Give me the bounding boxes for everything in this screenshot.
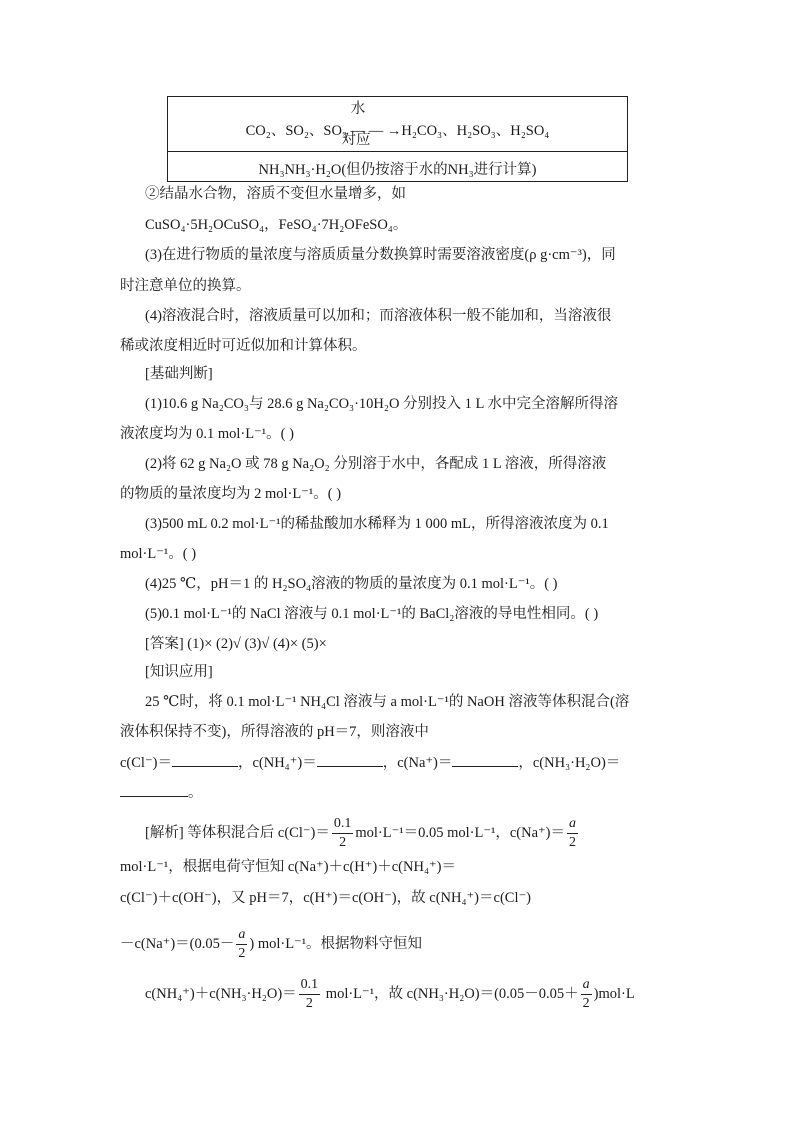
analysis-line-1: [解析] 等体积混合后 c(Cl⁻)＝ $\frac{0.1}{2}$ mol·L⁻¹＝0.05 mol·L⁻¹，c(Na⁺)＝ $\frac{a}{2}$ (145, 816, 577, 850)
table-row-gases (168, 97, 627, 152)
text-line: (4)溶液混合时，溶液质量可以加和；而溶液体积一般不能加和，当溶液很 (145, 308, 612, 324)
fill-in-line: c(Cl⁻)＝ ，c(NH₄⁺)＝ ，c(Na⁺)＝ ，c(NH₃·H₂O)＝ (120, 752, 620, 773)
fraction: $\frac{0.1}{2}$ (300, 977, 319, 1011)
fraction: $\frac{a}{2}$ (582, 977, 590, 1011)
analysis-line-4: －c(Na⁺)＝(0.05－ $\frac{a}{2}$ ) mol·L⁻¹。根据物料守恒知 (120, 927, 423, 961)
answer-blank[interactable] (317, 752, 383, 767)
question-3-cont: mol·L⁻¹。( ) (120, 546, 197, 562)
answers: [答案] (1)× (2)√ (3)√ (4)× (5)× (145, 636, 327, 652)
text-line: ②结晶水合物，溶质不变但水量增多，如 (145, 186, 406, 202)
section-heading-application: [知识应用] (145, 664, 213, 680)
conversion-table (167, 96, 628, 182)
problem-text-cont: 液体积保持不变)，所得溶液的 pH＝7，则溶液中 (120, 724, 429, 740)
analysis-line-5: c(NH₄⁺)＋c(NH₃·H₂O)＝ $\frac{0.1}{2}$ mol·L⁻¹，故 c(NH₃·H₂O)＝(0.05－0.05＋ $\frac{a}{2}$ )mol·L (145, 977, 635, 1011)
ammonia-note: NH₃NH₃·H₂O(但仍按溶于水的NH₃进行计算) (258, 162, 537, 178)
question-2: (2)将 62 g Na₂O 或 78 g Na₂O₂ 分别溶于水中，各配成 1 L 溶液，所得溶液 (145, 456, 607, 472)
fraction: $\frac{a}{2}$ (569, 816, 577, 850)
analysis-line-2: mol·L⁻¹，根据电荷守恒知 c(Na⁺)＋c(H⁺)＋c(NH₄⁺)＝ (120, 859, 456, 875)
text-line: CuSO₄·5H₂OCuSO₄，FeSO₄·7H₂OFeSO₄。 (145, 217, 408, 233)
reagent-label: 水 (350, 101, 366, 117)
section-heading-basic: [基础判断] (145, 366, 213, 382)
question-5: (5)0.1 mol·L⁻¹的 NaCl 溶液与 0.1 mol·L⁻¹的 BaCl₂溶液的导电性相同。( ) (145, 606, 599, 622)
question-4: (4)25 ℃，pH＝1 的 H₂SO₄溶液的物质的量浓度为 0.1 mol·L⁻¹。( ) (145, 576, 558, 592)
question-2-cont: 的物质的量浓度均为 2 mol·L⁻¹。( ) (120, 486, 342, 502)
table-row-ammonia (168, 152, 627, 181)
answer-blank[interactable] (120, 782, 188, 797)
text-line: 时注意单位的换算。 (120, 278, 251, 294)
reaction-arrow: — — → (350, 123, 402, 139)
answer-blank[interactable] (452, 752, 518, 767)
fraction: $\frac{0.1}{2}$ (333, 816, 352, 850)
problem-text: 25 ℃时，将 0.1 mol·L⁻¹ NH₄Cl 溶液与 a mol·L⁻¹的 NaOH 溶液等体积混合(溶 (145, 694, 630, 710)
question-1: (1)10.6 g Na₂CO₃与 28.6 g Na₂CO₃·10H₂O 分别投入 1 L 水中完全溶解所得溶 (145, 396, 618, 412)
fraction: $\frac{a}{2}$ (238, 927, 246, 961)
condition-label: 对应 (341, 132, 371, 148)
reaction-equation (168, 119, 627, 140)
question-3: (3)500 mL 0.2 mol·L⁻¹的稀盐酸加水稀释为 1 000 mL，所得溶液浓度为 0.1 (145, 516, 609, 532)
fill-in-line-end: 。 (120, 782, 203, 803)
reactants: CO₂、SO₂、SO₃ (245, 123, 348, 139)
analysis-line-3: c(Cl⁻)＋c(OH⁻)，又 pH＝7，c(H⁺)＝c(OH⁻)，故 c(NH₄⁺)＝c(Cl⁻) (120, 890, 531, 906)
question-1-cont: 液浓度均为 0.1 mol·L⁻¹。( ) (120, 426, 294, 442)
products: H₂CO₃、H₂SO₃、H₂SO₄ (401, 123, 550, 139)
answer-blank[interactable] (172, 752, 238, 767)
text-line: (3)在进行物质的量浓度与溶质质量分数换算时需要溶液密度(ρ g·cm⁻³)，同 (145, 247, 616, 263)
text-line: 稀或浓度相近时可近似加和计算体积。 (120, 338, 367, 354)
